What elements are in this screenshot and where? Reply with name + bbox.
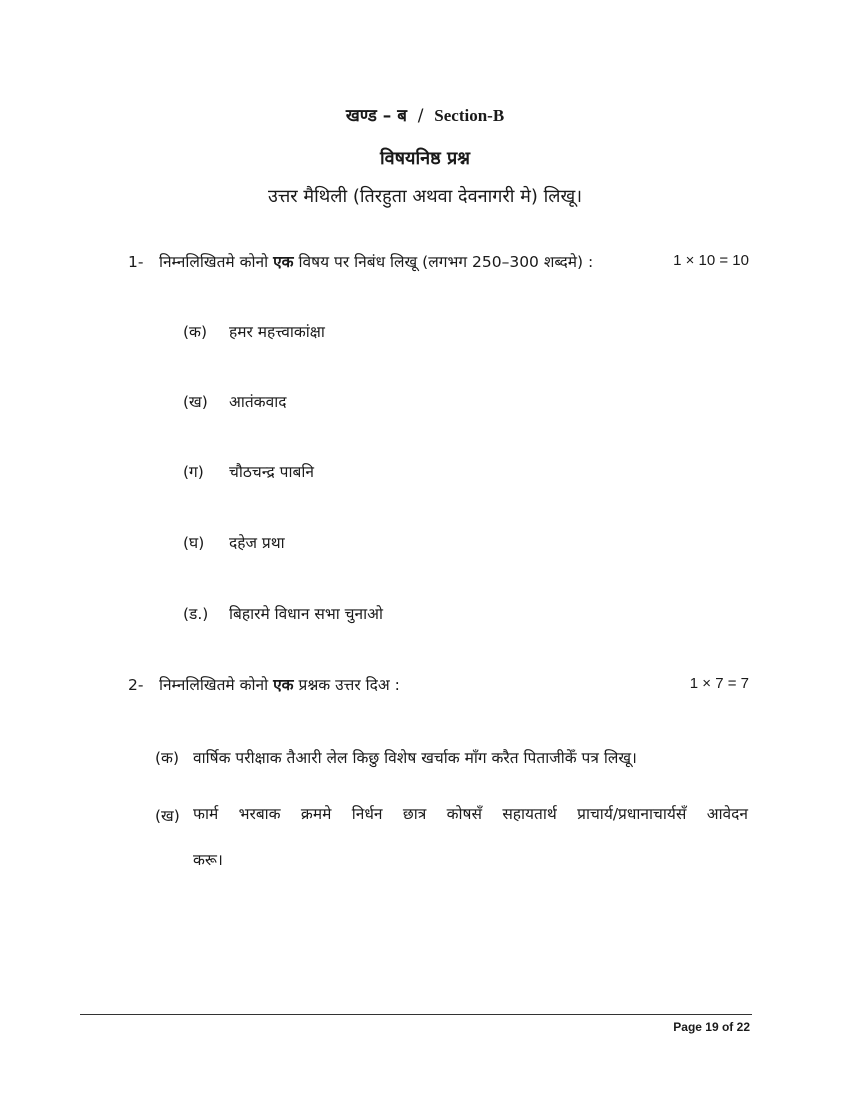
- question-1-option: [183, 320, 325, 342]
- subquestion-continuation: करू।: [193, 851, 223, 869]
- question-2: [128, 673, 400, 695]
- option-text: आतंकवाद: [229, 393, 287, 411]
- option-label: (ड.): [183, 605, 209, 623]
- subquestion-label: (क): [155, 749, 179, 767]
- option-label: (घ): [183, 534, 205, 552]
- question-1-text-after: विषय पर निबंध लिखू (लगभग 250–300 शब्दमे) :: [298, 253, 594, 271]
- option-text: हमर महत्त्वाकांक्षा: [229, 323, 325, 341]
- subquestion-label: (ख): [155, 807, 180, 825]
- question-1: [128, 250, 593, 272]
- page-number: Page 19 of 22: [673, 1020, 750, 1034]
- question-1-number: 1-: [128, 253, 144, 271]
- option-label: (ग): [183, 463, 204, 481]
- question-1-text-bold: एक: [273, 253, 294, 271]
- question-1-text-before: निम्नलिखितमे कोनो: [158, 253, 269, 271]
- question-1-option: [183, 460, 314, 482]
- subquestion-text: फार्म भरबाक क्रममे निर्धन छात्र कोषसँ सहायतार्थ प्राचार्य/प्रधानाचार्यसँ आवेदन: [193, 805, 748, 823]
- option-text: चौठचन्द्र पाबनि: [229, 463, 314, 481]
- section-separator: /: [417, 106, 424, 126]
- option-text: दहेज प्रथा: [229, 534, 285, 552]
- question-2-marks: 1 × 7 = 7: [689, 675, 749, 692]
- question-2-text-before: निम्नलिखितमे कोनो: [158, 676, 269, 694]
- question-2-subquestion: [155, 746, 637, 768]
- question-2-text-after: प्रश्नक उत्तर दिअ :: [298, 676, 400, 694]
- footer-divider: [80, 1014, 752, 1015]
- question-1-option: [183, 390, 286, 412]
- question-2-text-bold: एक: [273, 676, 294, 694]
- section-heading-hindi: खण्ड – ब: [345, 106, 407, 126]
- question-1-option: [183, 531, 285, 553]
- option-label: (क): [183, 323, 207, 341]
- question-1-option: [183, 602, 383, 624]
- question-1-marks: 1 × 10 = 10: [673, 252, 749, 269]
- option-text: बिहारमे विधान सभा चुनाओ: [229, 605, 383, 623]
- section-heading-english: Section-B: [434, 106, 505, 125]
- option-label: (ख): [183, 393, 208, 411]
- question-2-subquestion: [155, 804, 193, 826]
- question-2-number: 2-: [128, 676, 144, 694]
- subject-title: विषयनिष्ठ प्रश्न: [379, 148, 470, 169]
- subquestion-text: वार्षिक परीक्षाक तैआरी लेल किछु विशेष खर्चाक माँग करैत पिताजीकेँ पत्र लिखू।: [193, 749, 637, 767]
- section-heading: [0, 103, 850, 126]
- answer-instruction: उत्तर मैथिली (तिरहुता अथवा देवनागरी मे) लिखू।: [267, 186, 583, 207]
